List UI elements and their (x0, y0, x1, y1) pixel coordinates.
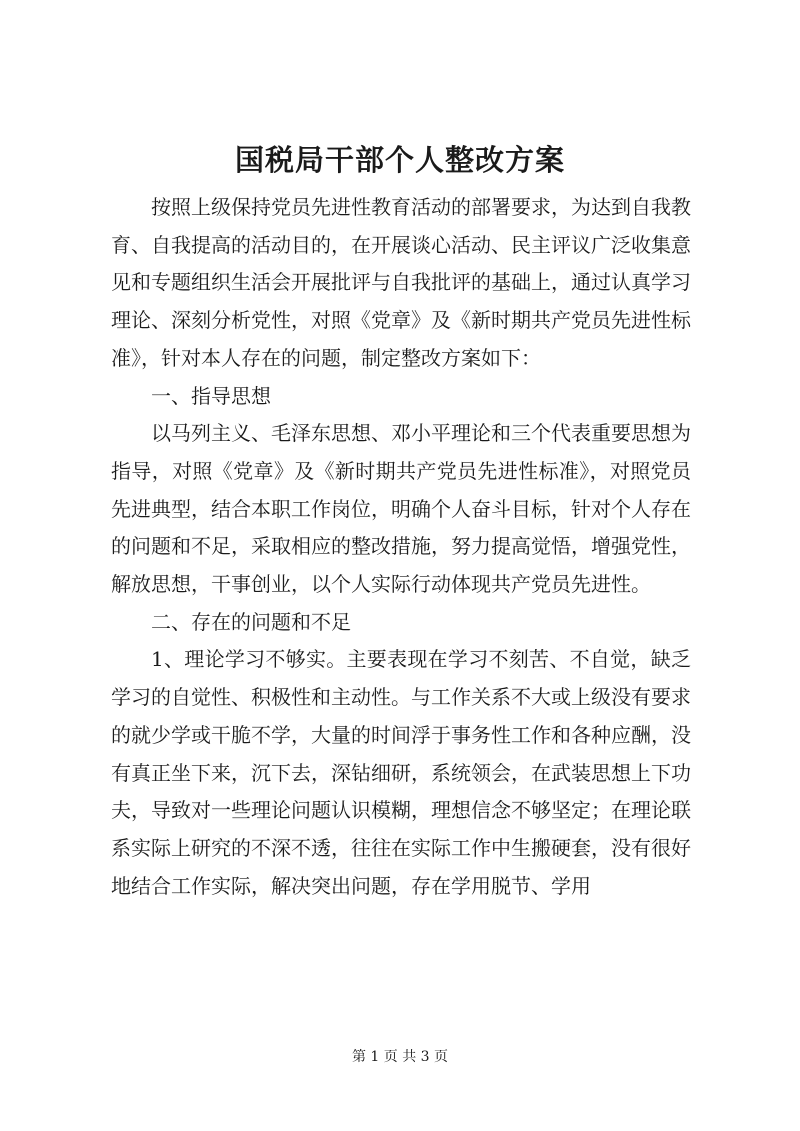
intro-paragraph: 按照上级保持党员先进性教育活动的部署要求，为达到自我教育、自我提高的活动目的，在开展谈心活动、民主评议广泛收集意见和专题组织生活会开展批评与自我批评的基础上，通过认真学习理论、深刻分析党性，对照《党章》及《新时期共产党员先进性标准》，针对本人存在的问题，制定整改方案如下： (111, 195, 691, 370)
page-footer (0, 1047, 800, 1067)
guiding-thought-paragraph: 以马列主义、毛泽东思想、邓小平理论和三个代表重要思想为指导，对照《党章》及《新时期共产党员先进性标准》，对照党员先进典型，结合本职工作岗位，明确个人奋斗目标，针对个人存在的问题和不足，采取相应的整改措施，努力提高觉悟，增强党性，解放思想，干事创业，以个人实际行动体现共产党员先进性。 (111, 421, 691, 597)
page-number: 第 1 页 共 3 页 (351, 1049, 449, 1065)
document-body (111, 189, 691, 905)
section-heading-guiding-thought: 一、指导思想 (151, 383, 271, 408)
section-heading-problems: 二、存在的问题和不足 (151, 609, 351, 634)
problem-1-paragraph: 1、理论学习不够实。主要表现在学习不刻苦、不自觉，缺乏学习的自觉性、积极性和主动性。与工作关系不大或上级没有要求的就少学或干脆不学，大量的时间浮于事务性工作和各种应酬，没有真正坐下来，沉下去，深钻细研，系统领会，在武装思想上下功夫，导致对一些理论问题认识模糊，理想信念不够坚定；在理论联系实际上研究的不深不透，往往在实际工作中生搬硬套，没有很好地结合工作实际，解决突出问题，存在学用脱节、学用 (111, 647, 691, 898)
document-title: 国税局干部个人整改方案 (234, 143, 565, 177)
